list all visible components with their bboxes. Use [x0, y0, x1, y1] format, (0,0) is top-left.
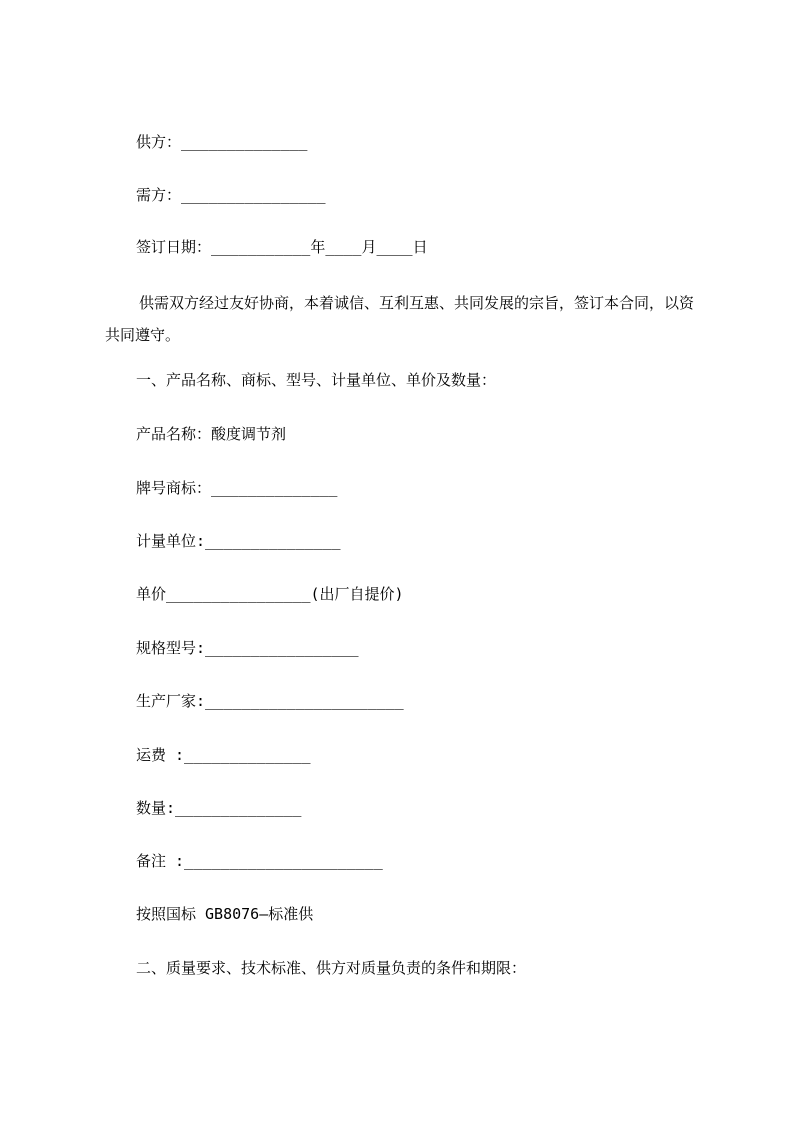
manufacturer-line: 生产厂家:______________________ — [136, 692, 404, 710]
section1-heading: 一、产品名称、商标、型号、计量单位、单价及数量： — [136, 371, 497, 389]
remarks-line: 备注 :______________________ — [136, 852, 383, 870]
freight-line: 运费 :______________ — [136, 746, 311, 764]
intro-paragraph: 供需双方经过友好协商，本着诚信、互利互惠、共同发展的宗旨，签订本合同，以资共同遵守。 — [105, 294, 695, 344]
unit-price-line: 单价________________(出厂自提价) — [136, 585, 404, 603]
product-name-line: 产品名称：酸度调节剂 — [136, 425, 287, 443]
buyer-line: 需方：________________ — [136, 186, 326, 204]
brand-line: 牌号商标：______________ — [136, 479, 338, 497]
standard-line: 按照国标 GB8076—标准供 — [136, 905, 314, 923]
sign-date-line: 签订日期：___________年____月____日 — [136, 238, 428, 256]
spec-line: 规格型号:_________________ — [136, 639, 359, 657]
section2-heading: 二、质量要求、技术标准、供方对质量负责的条件和期限： — [136, 959, 527, 977]
quantity-line: 数量:______________ — [136, 799, 302, 817]
unit-line: 计量单位:_______________ — [136, 532, 341, 550]
supplier-line: 供方：______________ — [136, 133, 308, 151]
